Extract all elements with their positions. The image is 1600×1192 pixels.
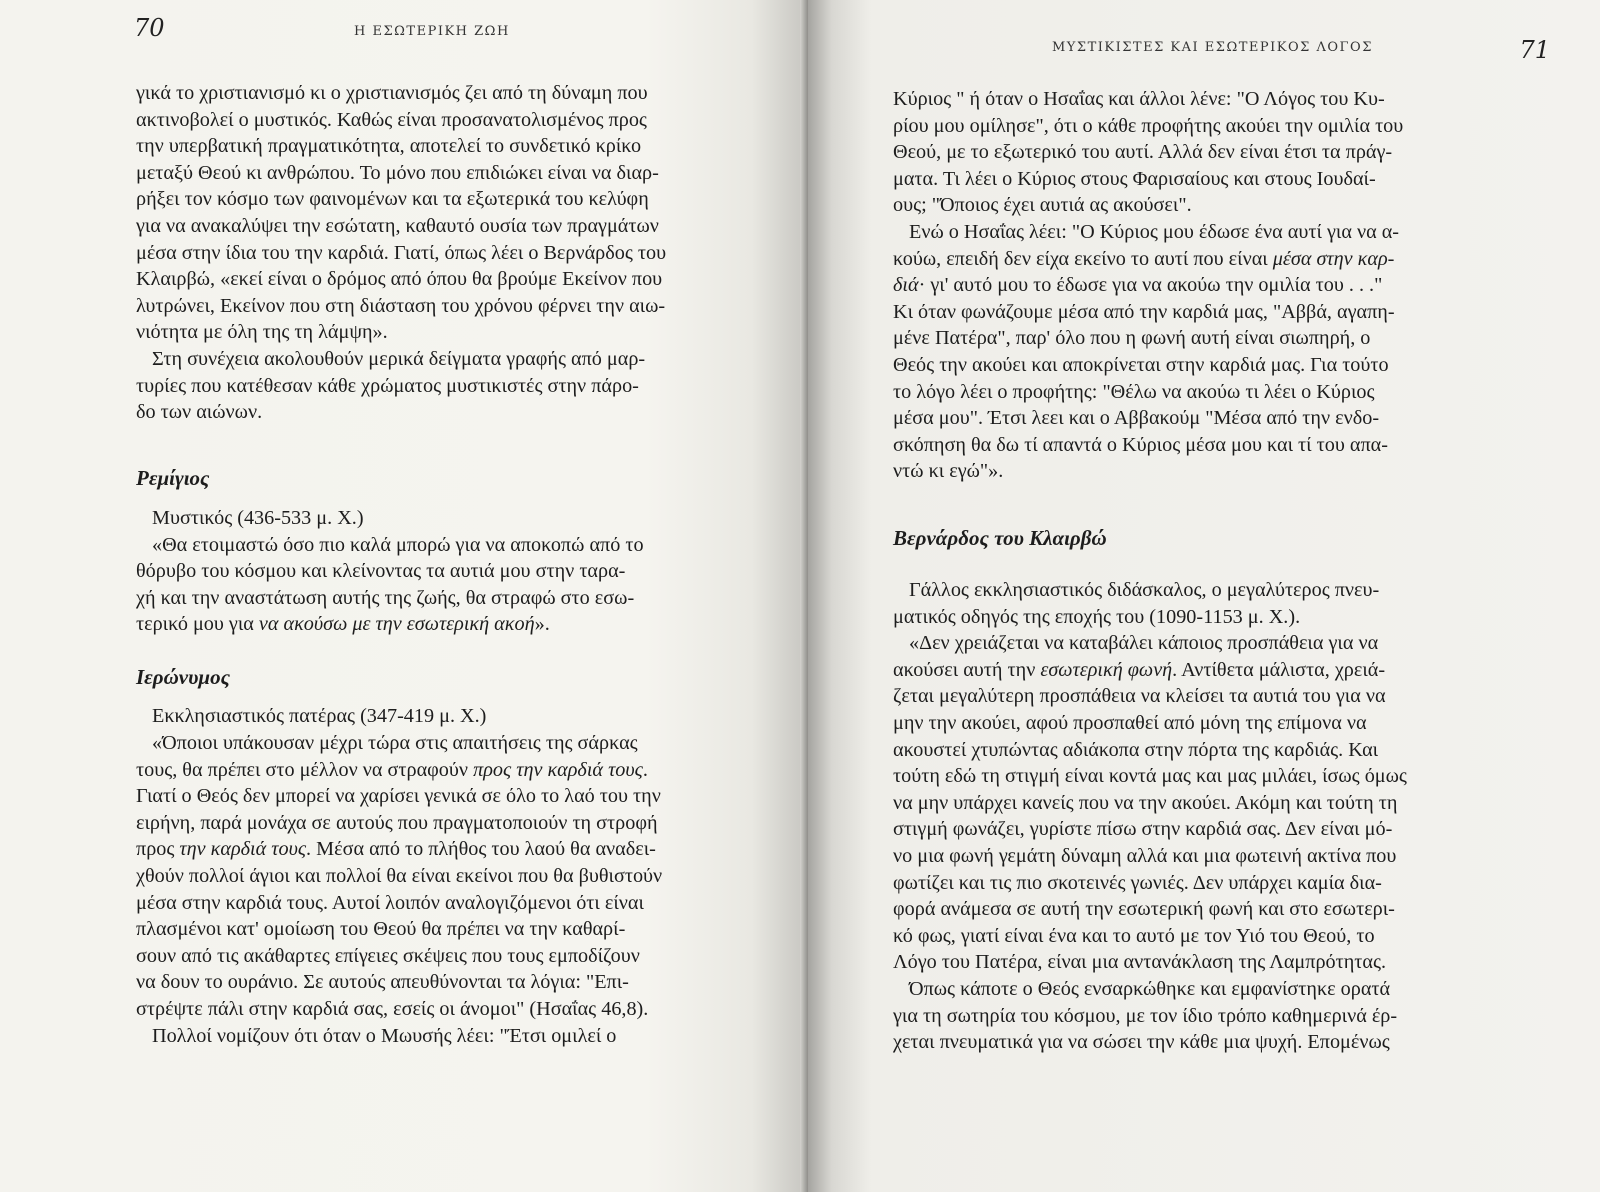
text-line: να μην υπάρχει κανείς που να την ακούει. Ακόμη και τούτη τη xyxy=(893,791,1398,814)
section-heading: Βερνάρδος του Κλαιρβώ xyxy=(893,525,1107,550)
text-line: ακουστεί χτυπώντας αδιάκοπα στην πόρτα της καρδιάς. Και xyxy=(893,738,1379,761)
text-line: κούω, επειδή δεν είχα εκείνο το αυτί που είναι μέσα στην καρ- xyxy=(893,247,1395,270)
text-line: ειρήνη, παρά μονάχα σε αυτούς που πραγματοποιούν τη στροφή xyxy=(136,811,658,834)
text-line: ρίου μου ομίλησε", ότι ο κάθε προφήτης ακούει την ομιλία του xyxy=(893,114,1404,137)
text-line: χθούν πολλοί άγιοι και πολλοί θα είναι εκείνοι που θα βυθιστούν xyxy=(136,865,663,888)
text-line: νιότητα με όλη της τη λάμψη». xyxy=(136,321,388,344)
text-line: Κλαιρβώ, «εκεί είναι ο δρόμος από όπου θα βρούμε Εκείνον που xyxy=(136,268,663,291)
text-line: Στη συνέχεια ακολουθούν μερικά δείγματα γραφής από μαρ- xyxy=(152,347,646,370)
right-page-body xyxy=(893,86,1559,1056)
text-line: δο των αιώνων. xyxy=(136,401,263,424)
text-line: Ενώ ο Ησαΐας λέει: "Ο Κύριος μου έδωσε ένα αυτί για να α- xyxy=(909,220,1399,243)
text-line: κό φως, γιατί είναι ένα και το αυτό με τον Υιό του Θεού, το xyxy=(893,924,1375,947)
text-line: μέσα στην ίδια του την καρδιά. Γιατί, όπως λέει ο Βερνάρδος του xyxy=(136,241,667,264)
text-line: Πολλοί νομίζουν ότι όταν ο Μωυσής λέει: "Έτσι ομιλεί ο xyxy=(152,1024,617,1047)
section-heading: Ιερώνυμος xyxy=(136,664,230,689)
section-heading: Ρεμίγιος xyxy=(136,466,210,491)
text-line: λυτρώνει, Εκείνον που στη διάσταση του χρόνου φέρνει την αιω- xyxy=(136,294,666,317)
text-line: ακτινοβολεί ο μυστικός. Καθώς είναι προσανατολισμένος προς xyxy=(136,108,647,131)
text-line: μέσα στην καρδιά τους. Αυτοί λοιπόν αναλογιζόμενοι ότι είναι xyxy=(136,891,644,914)
text-line: μεταξύ Θεού κι ανθρώπου. Το μόνο που επιδιώκει είναι να διαρ- xyxy=(136,161,659,184)
text-line: διά· γι' αυτό μου το έδωσε για να ακούω την ομιλία του . . ." xyxy=(893,274,1383,297)
text-line: «Όποιοι υπάκουσαν μέχρι τώρα στις απαιτήσεις της σάρκας xyxy=(152,732,638,755)
text-line: μένε Πατέρα", παρ' όλο που η φωνή αυτή είναι σιωπηρή, ο xyxy=(893,327,1371,350)
page-number: 71 xyxy=(1519,36,1550,64)
text-line: χεται πνευματικά για να σώσει την κάθε μια ψυχή. Επομένως xyxy=(893,1031,1390,1054)
text-line: να δουν το ουράνιο. Σε αυτούς απευθύνονται τα λόγια: "Επι- xyxy=(136,971,629,994)
text-line: για να ανακαλύψει την εσώτατη, καθαυτό ουσία των πραγμάτων xyxy=(136,214,659,237)
text-line: φωτίζει και τις πιο σκοτεινές γωνιές. Δεν υπάρχει καμία δια- xyxy=(893,871,1382,894)
text-line: τούτη εδώ τη στιγμή είναι κοντά μας και μας μιλάει, ίσως όμως xyxy=(893,765,1407,788)
text-line: το λόγο λέει ο προφήτης: "Θέλω να ακούω τι λέει ο Κύριος xyxy=(893,380,1375,403)
text-line: ζεται μεγαλύτερη προσπάθεια να κλείσει τα αυτιά του για να xyxy=(893,685,1386,708)
paragraph xyxy=(893,86,1559,219)
text-line: πλασμένοι κατ' ομοίωση του Θεού θα πρέπει να την καθαρί- xyxy=(136,918,626,941)
text-line: προς την καρδιά τους. Μέσα από το πλήθος του λαού θα αναδει- xyxy=(136,838,656,861)
section-subtitle: Εκκλησιαστικός πατέρας (347-419 μ. Χ.) xyxy=(152,705,487,728)
text-line: ρήξει τον κόσμο των φαινομένων και τα εξωτερικά του κελύφη xyxy=(136,188,649,211)
text-line: τους, θα πρέπει στο μέλλον να στραφούν προς την καρδιά τους. xyxy=(136,758,648,781)
section-subtitle: Γάλλος εκκλησιαστικός διδάσκαλος, ο μεγαλύτερος πνευ- xyxy=(909,579,1380,602)
text-line: τερικό μου για να ακούσω με την εσωτερική ακοή». xyxy=(136,613,550,636)
text-line: τυρίες που κατέθεσαν κάθε χρώματος μυστικιστές στην πάρο- xyxy=(136,374,639,397)
text-line: ντώ κι εγώ"». xyxy=(893,460,1004,483)
text-line: Κύριος " ή όταν ο Ησαΐας και άλλοι λένε: "Ο Λόγος του Κυ- xyxy=(893,88,1385,110)
left-page-body xyxy=(136,80,756,1049)
text-line: για τη σωτηρία του κόσμου, με τον ίδιο τρόπο καθημερινά έρ- xyxy=(893,1004,1398,1027)
section-subtitle: Μυστικός (436-533 μ. Χ.) xyxy=(152,506,364,529)
text-line: χή και την αναστάτωση αυτής της ζωής, θα στραφώ στο εσω- xyxy=(136,586,635,609)
text-line: Θεού, με το εξωτερικό του αυτί. Αλλά δεν είναι έτσι τα πράγ- xyxy=(893,141,1393,164)
text-line: μην την ακούει, αφού προσπαθεί από μόνη της επίμονα να xyxy=(893,712,1367,735)
running-head: ΜΥΣΤΙΚΙΣΤΕΣ ΚΑΙ ΕΣΩΤΕΡΙΚΟΣ ΛΟΓΟΣ xyxy=(1052,40,1373,55)
right-page xyxy=(808,0,1600,1192)
text-line: γικά το χριστιανισμό κι ο χριστιανισμός ζει από τη δύναμη που xyxy=(136,82,648,104)
text-line: σκόπηση θα δω τί απαντά ο Κύριος μέσα μου και τί του απα- xyxy=(893,433,1388,456)
text-line: ους; "Όποιος έχει αυτιά ας ακούσει". xyxy=(893,194,1192,217)
running-head: Η ΕΣΩΤΕΡΙΚΗ ΖΩΗ xyxy=(354,24,510,39)
text-line: ακούσει αυτή την εσωτερική φωνή. Αντίθετα μάλιστα, χρειά- xyxy=(893,658,1386,681)
paragraph xyxy=(893,219,1559,485)
text-line: Γιατί ο Θεός δεν μπορεί να χαρίσει γενικά σε όλο το λαό του την xyxy=(136,785,661,808)
page-number: 70 xyxy=(134,14,165,42)
paragraph xyxy=(136,346,756,426)
text-line: Λόγο του Πατέρα, είναι μια αντανάκλαση της Λαμπρότητας. xyxy=(893,951,1387,974)
text-line: θόρυβο του κόσμου και κλείνοντας τα αυτιά μου στην ταρα- xyxy=(136,560,626,583)
text-line: στιγμή φωνάζει, γυρίστε πίσω στην καρδιά σας. Δεν είναι μό- xyxy=(893,818,1393,841)
text-line: φορά ανάμεσα σε αυτή την εσωτερική φωνή και στο εσωτερι- xyxy=(893,898,1395,921)
text-line: την υπερβατική πραγματικότητα, αποτελεί το συνδετικό κρίκο xyxy=(136,135,642,158)
text-line: στρέψτε πάλι στην καρδιά σας, εσείς οι άνομοι" (Ησαΐας 46,8). xyxy=(136,998,649,1020)
paragraph xyxy=(136,80,756,346)
text-line: «Δεν χρειάζεται να καταβάλει κάποιος προσπάθεια για να xyxy=(909,632,1379,655)
text-line: Κι όταν φωνάζουμε μέσα από την καρδιά μας, "Αββά, αγαπη- xyxy=(893,300,1395,323)
text-line: Όπως κάποτε ο Θεός ενσαρκώθηκε και εμφανίστηκε ορατά xyxy=(909,978,1391,1000)
section-subtitle: ματικός οδηγός της εποχής του (1090-1153 μ. Χ.). xyxy=(893,605,1301,628)
text-line: σουν από τις ακάθαρτες επίγειες σκέψεις που τους εμποδίζουν xyxy=(136,944,640,967)
text-line: «Θα ετοιμαστώ όσο πιο καλά μπορώ για να αποκοπώ από το xyxy=(152,533,644,556)
text-line: ματα. Τι λέει ο Κύριος στους Φαρισαίους και στους Ιουδαί- xyxy=(893,167,1376,190)
text-line: Θεός την ακούει και αποκρίνεται στην καρδιά μας. Για τούτο xyxy=(893,353,1389,376)
text-line: μέσα μου". Έτσι λεει και ο Αββακούμ "Μέσα από την ενδο- xyxy=(893,407,1380,430)
text-line: νο μια φωνή γεμάτη δύναμη αλλά και μια φωτεινή ακτίνα που xyxy=(893,845,1397,868)
